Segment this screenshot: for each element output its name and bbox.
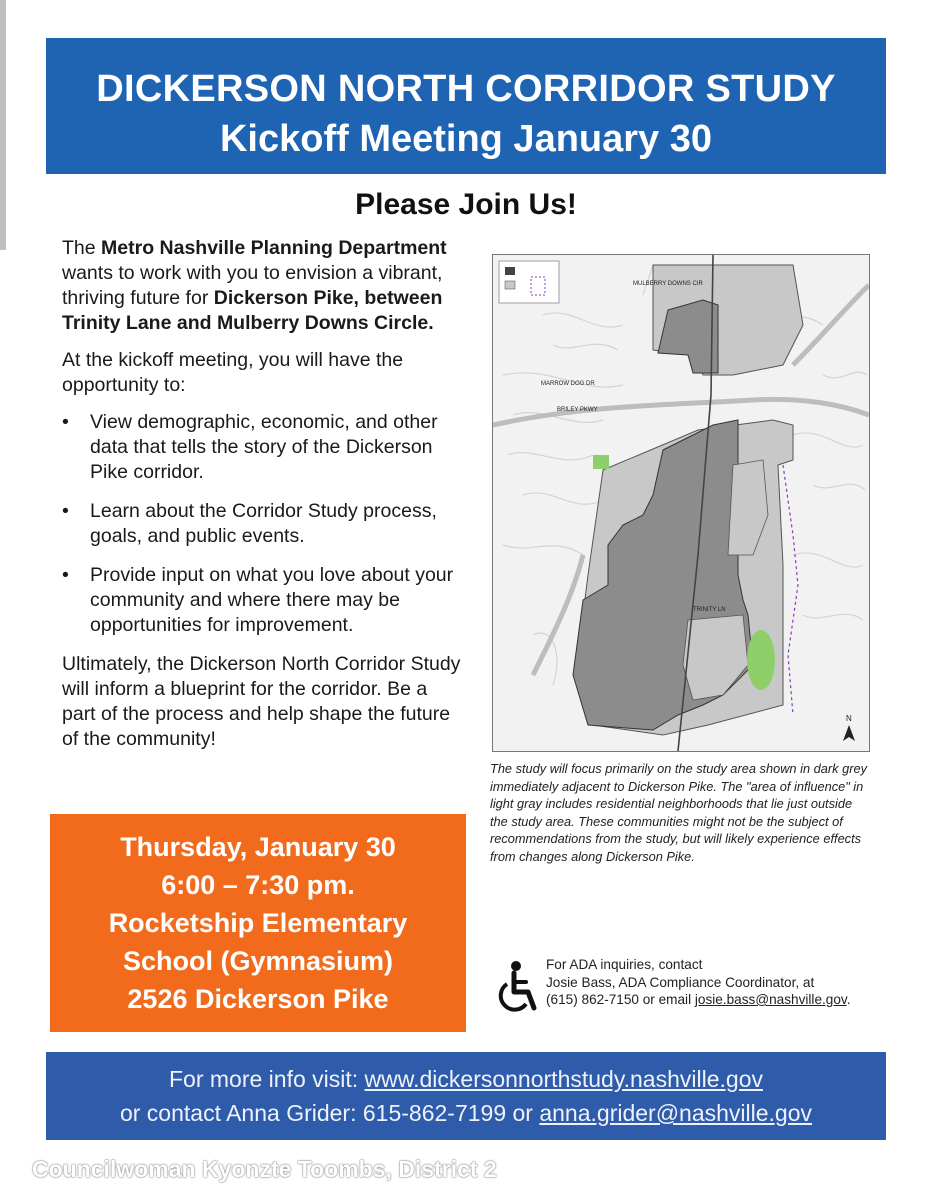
bullet-icon: • <box>62 411 69 433</box>
bullet-icon: • <box>62 500 69 522</box>
footer-line1 <box>46 1066 886 1093</box>
study-area-map <box>492 254 870 752</box>
wheelchair-icon <box>492 960 540 1016</box>
list-item-text: Provide input on what you love about your community and where there may be opportunities for improvement. <box>90 564 454 636</box>
contact-email-link[interactable]: anna.grider@nashville.gov <box>539 1100 813 1126</box>
event-place-line1: Rocketship Elementary <box>108 908 408 938</box>
ada-line2: Josie Bass, ADA Compliance Coordinator, at <box>546 974 815 990</box>
join-heading: Please Join Us! <box>355 188 577 221</box>
intro-prefix: The <box>62 237 102 259</box>
list-item-text: Learn about the Corridor Study process, goals, and public events. <box>90 500 437 547</box>
header-banner <box>46 38 886 174</box>
map-caption: The study will focus primarily on the study area shown in dark grey immediately adjacent to Dickerson Pike. The "area of influence" in light gray includes residential neighborhoods that lie just outside the study area. These communities might not be the subject of recommendations from the study, but will likely experience effects from changes along Dickerson Pike. <box>490 761 867 864</box>
kickoff-paragraph: At the kickoff meeting, you will have the opportunity to: <box>62 349 404 396</box>
list-item <box>62 410 462 485</box>
intro-column <box>62 236 462 764</box>
event-time: 6:00 – 7:30 pm. <box>161 870 355 900</box>
ada-line1: For ADA inquiries, contact <box>546 957 703 972</box>
website-link[interactable]: www.dickersonnorthstudy.nashville.gov <box>364 1066 763 1092</box>
header-subtitle: Kickoff Meeting January 30 <box>219 118 713 160</box>
event-place-line2: School (Gymnasium) <box>122 946 394 976</box>
closing-paragraph: Ultimately, the Dickerson North Corridor Study will inform a blueprint for the corridor. Be a part of the process and help shape the future of the community! <box>62 653 461 750</box>
ada-contact <box>492 954 892 1024</box>
event-address: 2526 Dickerson Pike <box>127 984 389 1014</box>
map-label: BRILEY PKWY <box>557 407 598 413</box>
footer-banner <box>46 1052 886 1140</box>
map-label: MARROW DOG DR <box>541 381 595 387</box>
map-graphic <box>493 255 869 751</box>
ada-email-link[interactable]: josie.bass@nashville.gov <box>694 992 847 1007</box>
list-item <box>62 563 462 638</box>
event-details-box <box>50 814 466 1032</box>
credit-overlay: Councilwoman Kyonzte Toombs, District 2 <box>32 1156 497 1182</box>
intro-middle: wants to work with you to envision a vibrant, thriving future for <box>62 262 443 309</box>
map-label: TRINITY LN <box>693 607 726 613</box>
footer-contact-label: or contact Anna Grider: 615-862-7199 or <box>119 1100 540 1126</box>
bullet-icon: • <box>62 564 69 586</box>
list-item <box>62 499 462 549</box>
ada-period: . <box>846 992 851 1007</box>
intro-corridor: Dickerson Pike, between Trinity Lane and Mulberry Downs Circle. <box>62 287 443 334</box>
intro-paragraph <box>62 236 462 336</box>
footer-line2 <box>46 1100 886 1127</box>
north-label: N <box>846 714 852 723</box>
ada-phone: (615) 862-7150 or email <box>546 992 695 1007</box>
header-title: DICKERSON NORTH CORRIDOR STUDY <box>96 68 836 110</box>
opportunity-list <box>62 410 462 638</box>
list-item-text: View demographic, economic, and other data that tells the story of the Dickerson Pike corridor. <box>90 411 438 483</box>
ada-text <box>546 956 850 1009</box>
map-label: MULBERRY DOWNS CIR <box>633 281 703 287</box>
footer-visit-label: For more info visit: <box>169 1066 365 1092</box>
ada-line3 <box>546 991 850 1009</box>
event-day: Thursday, January 30 <box>120 832 396 862</box>
intro-department: Metro Nashville Planning Department <box>101 237 447 259</box>
